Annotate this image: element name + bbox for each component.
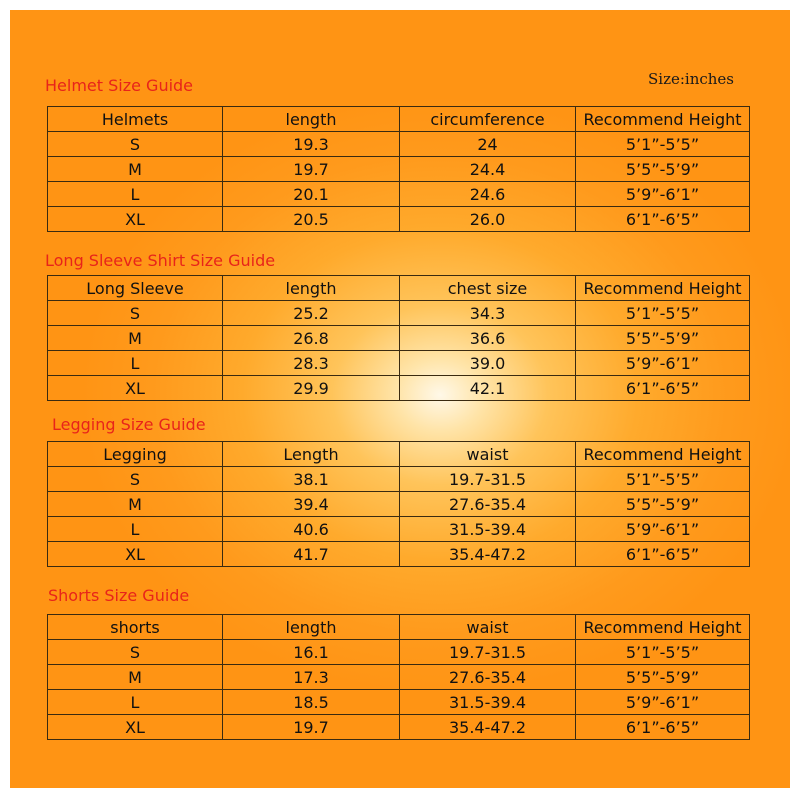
height-cell: 5’5”-5’9” [576, 157, 750, 182]
measure-cell: 26.0 [400, 207, 576, 232]
measure-cell: 35.4-47.2 [400, 715, 576, 740]
table-row [48, 376, 750, 401]
header-cell: length [223, 107, 400, 132]
size-cell: XL [48, 542, 223, 567]
table-row [48, 132, 750, 157]
helmet-section-title: Helmet Size Guide [45, 76, 194, 95]
length-cell: 26.8 [223, 326, 400, 351]
size-cell: S [48, 301, 223, 326]
length-cell: 25.2 [223, 301, 400, 326]
size-cell: L [48, 351, 223, 376]
unit-note: Size:inches [648, 70, 735, 88]
measure-cell: 36.6 [400, 326, 576, 351]
length-cell: 39.4 [223, 492, 400, 517]
table-row [48, 182, 750, 207]
table-row [48, 467, 750, 492]
header-cell: Long Sleeve [48, 276, 223, 301]
table-row [48, 157, 750, 182]
height-cell: 5’1”-5’5” [576, 640, 750, 665]
size-cell: L [48, 517, 223, 542]
legging-section-title: Legging Size Guide [52, 415, 206, 434]
measure-cell: 19.7-31.5 [400, 467, 576, 492]
length-cell: 20.1 [223, 182, 400, 207]
measure-cell: 27.6-35.4 [400, 492, 576, 517]
length-cell: 29.9 [223, 376, 400, 401]
shorts-section-title: Shorts Size Guide [48, 586, 190, 605]
height-cell: 5’9”-6’1” [576, 517, 750, 542]
table-row [48, 690, 750, 715]
measure-cell: 31.5-39.4 [400, 517, 576, 542]
header-cell: waist [400, 442, 576, 467]
length-cell: 19.7 [223, 715, 400, 740]
header-cell: shorts [48, 615, 223, 640]
size-cell: S [48, 467, 223, 492]
measure-cell: 24.6 [400, 182, 576, 207]
length-cell: 18.5 [223, 690, 400, 715]
size-cell: XL [48, 715, 223, 740]
measure-cell: 27.6-35.4 [400, 665, 576, 690]
height-cell: 5’9”-6’1” [576, 182, 750, 207]
long-sleeve-section-title: Long Sleeve Shirt Size Guide [45, 251, 276, 270]
length-cell: 19.7 [223, 157, 400, 182]
size-cell: M [48, 157, 223, 182]
table-header-row [48, 276, 750, 301]
length-cell: 40.6 [223, 517, 400, 542]
height-cell: 5’9”-6’1” [576, 690, 750, 715]
length-cell: 17.3 [223, 665, 400, 690]
length-cell: 38.1 [223, 467, 400, 492]
length-cell: 19.3 [223, 132, 400, 157]
header-cell: length [223, 615, 400, 640]
header-cell: Helmets [48, 107, 223, 132]
length-cell: 41.7 [223, 542, 400, 567]
header-cell: length [223, 276, 400, 301]
length-cell: 16.1 [223, 640, 400, 665]
header-cell: waist [400, 615, 576, 640]
height-cell: 5’1”-5’5” [576, 301, 750, 326]
height-cell: 6’1”-6’5” [576, 376, 750, 401]
height-cell: 6’1”-6’5” [576, 207, 750, 232]
measure-cell: 39.0 [400, 351, 576, 376]
measure-cell: 34.3 [400, 301, 576, 326]
table-row [48, 517, 750, 542]
size-cell: M [48, 665, 223, 690]
table-row [48, 665, 750, 690]
height-cell: 5’5”-5’9” [576, 665, 750, 690]
measure-cell: 35.4-47.2 [400, 542, 576, 567]
size-cell: S [48, 640, 223, 665]
size-cell: M [48, 326, 223, 351]
table-row [48, 640, 750, 665]
height-cell: 6’1”-6’5” [576, 542, 750, 567]
header-cell: circumference [400, 107, 576, 132]
length-cell: 28.3 [223, 351, 400, 376]
helmet-size-table [47, 106, 750, 232]
size-cell: M [48, 492, 223, 517]
table-header-row [48, 615, 750, 640]
measure-cell: 19.7-31.5 [400, 640, 576, 665]
table-row [48, 207, 750, 232]
header-cell: Length [223, 442, 400, 467]
table-row [48, 715, 750, 740]
measure-cell: 24.4 [400, 157, 576, 182]
header-cell: Recommend Height [576, 107, 750, 132]
size-cell: XL [48, 207, 223, 232]
size-cell: XL [48, 376, 223, 401]
height-cell: 5’5”-5’9” [576, 326, 750, 351]
table-row [48, 351, 750, 376]
header-cell: Recommend Height [576, 276, 750, 301]
size-cell: L [48, 690, 223, 715]
measure-cell: 31.5-39.4 [400, 690, 576, 715]
table-header-row [48, 107, 750, 132]
header-cell: Recommend Height [576, 615, 750, 640]
size-cell: S [48, 132, 223, 157]
header-cell: Legging [48, 442, 223, 467]
measure-cell: 42.1 [400, 376, 576, 401]
header-cell: chest size [400, 276, 576, 301]
height-cell: 5’1”-5’5” [576, 467, 750, 492]
table-row [48, 301, 750, 326]
height-cell: 6’1”-6’5” [576, 715, 750, 740]
size-cell: L [48, 182, 223, 207]
height-cell: 5’1”-5’5” [576, 132, 750, 157]
table-row [48, 492, 750, 517]
shorts-size-table [47, 614, 750, 740]
header-cell: Recommend Height [576, 442, 750, 467]
table-row [48, 542, 750, 567]
table-row [48, 326, 750, 351]
height-cell: 5’9”-6’1” [576, 351, 750, 376]
long-sleeve-size-table [47, 275, 750, 401]
measure-cell: 24 [400, 132, 576, 157]
legging-size-table [47, 441, 750, 567]
length-cell: 20.5 [223, 207, 400, 232]
height-cell: 5’5”-5’9” [576, 492, 750, 517]
table-header-row [48, 442, 750, 467]
